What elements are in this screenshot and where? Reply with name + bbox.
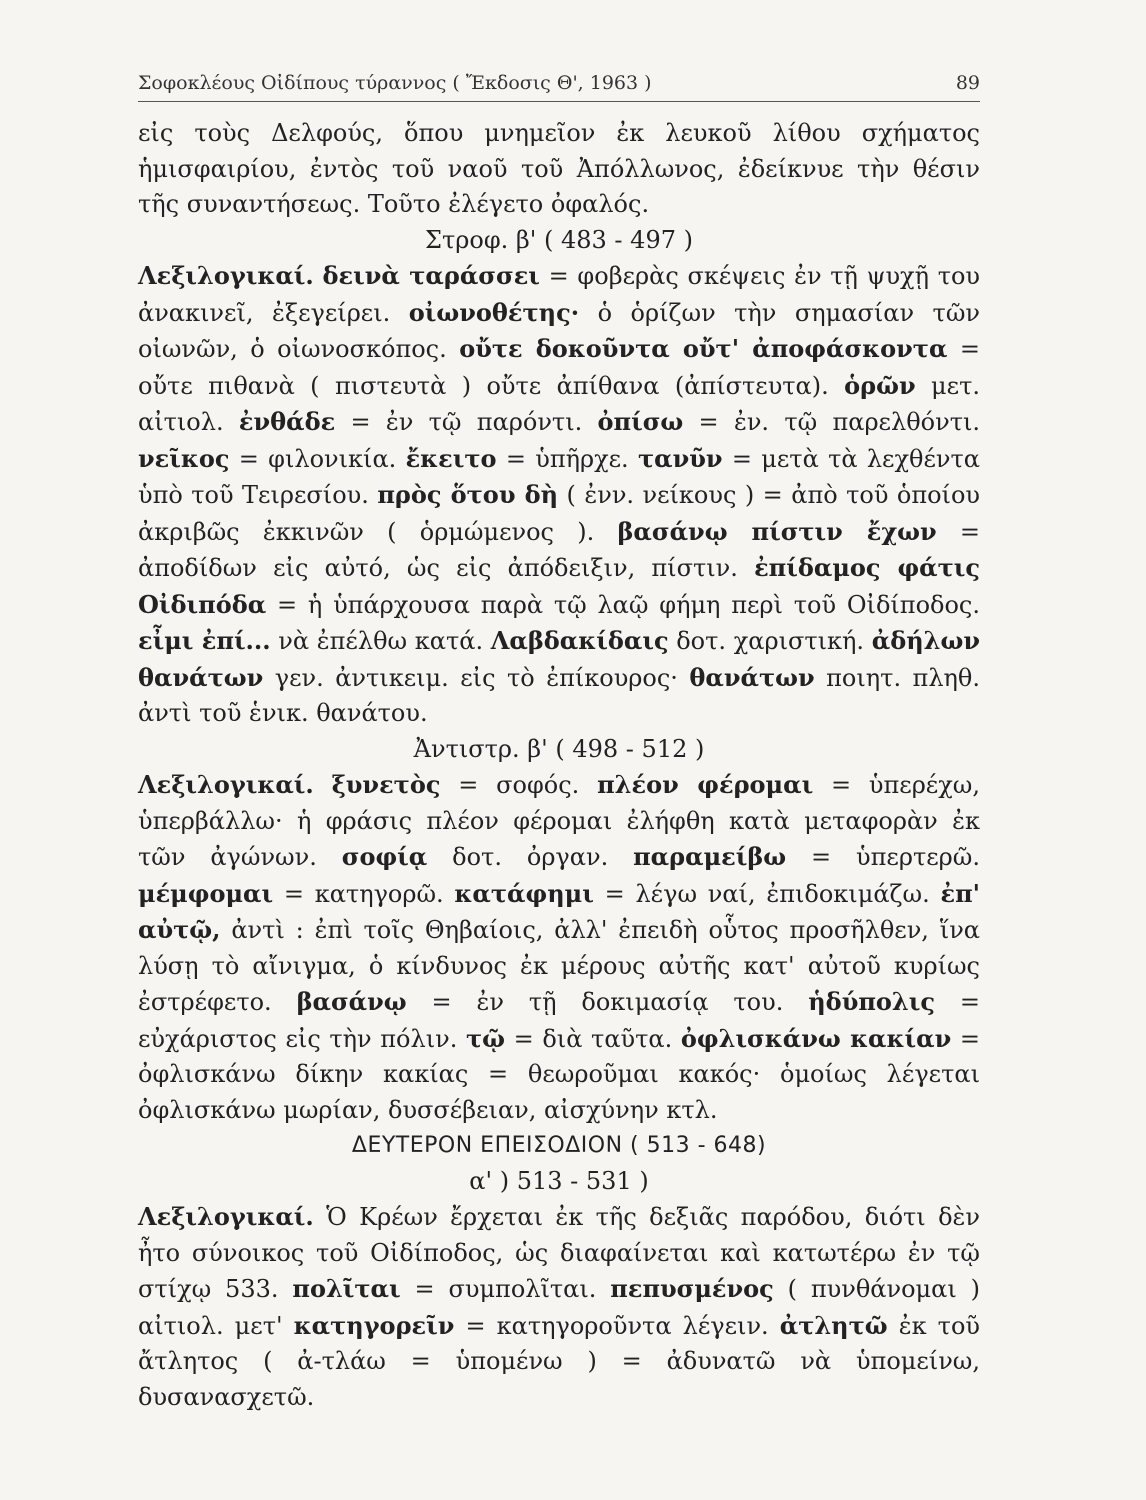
glossary-term: βασάνῳ <box>296 987 407 1016</box>
glossary-term: Λεξιλογικαί. <box>138 261 314 290</box>
glossary-term: πεπυσμένος <box>610 1274 774 1303</box>
antistrophe-heading: Ἀντιστρ. β' ( 498 - 512 ) <box>413 734 705 763</box>
glossary-strophe <box>138 258 980 732</box>
glossary-text: ( πυνθάνομαι ) αἰτιολ. μετ' <box>138 1275 980 1340</box>
subsection-heading: α' ) 513 - 531 ) <box>469 1166 649 1195</box>
glossary-term: ἀτλητῶ <box>779 1310 888 1340</box>
glossary-term: ἐπίδαμος φάτις Οἰδιπόδα <box>138 553 980 619</box>
glossary-term: Λεξιλογικαί. <box>138 1202 314 1231</box>
glossary-text: = ἐν τῇ δοκιμασίᾳ του. <box>406 988 809 1016</box>
glossary-text: Ὁ Κρέων ἔρχεται ἐκ τῆς δεξιᾶς παρόδου, διότι δὲν ἦτο σύνοικος τοῦ Οἰδίποδος, ὡς διαφαίνεται καὶ κατωτέρω ἐν τῷ στίχῳ 533. <box>138 1203 980 1303</box>
glossary-term: σοφίᾳ <box>341 842 428 871</box>
glossary-term: Λαβδακίδαις <box>490 626 669 655</box>
glossary-term: τῷ <box>465 1023 505 1053</box>
glossary-text: = ὑπῆρχε. <box>496 444 638 473</box>
glossary-episode <box>138 1199 980 1415</box>
glossary-text <box>314 771 332 799</box>
glossary-term: ὀφλισκάνω κακίαν <box>680 1023 952 1053</box>
glossary-text: = ἡ ὑπάρχουσα παρὰ τῷ λαῷ φήμη περὶ τοῦ Οἰδίποδος. <box>266 590 980 619</box>
glossary-term: Λεξιλογικαί. <box>138 770 314 799</box>
glossary-term: ἡδύπολις <box>808 987 935 1016</box>
episode-heading: ΔΕΥΤΕΡΟΝ ΕΠΕΙΣΟΔΙΟΝ ( 513 - 648) <box>351 1133 767 1158</box>
glossary-term: κατηγορεῖν <box>293 1310 455 1340</box>
glossary-term: μέμφομαι <box>138 878 274 908</box>
glossary-text: = κατηγορῶ. <box>273 879 455 908</box>
glossary-text: νὰ ἐπέλθω κατά. <box>270 627 491 655</box>
glossary-text: μετ. αἰτιολ. <box>138 371 980 436</box>
glossary-text: = ὑπερτερῶ. <box>786 843 980 871</box>
glossary-text: = σοφός. <box>440 771 598 799</box>
paragraph-intro: εἰς τοὺς Δελφούς, ὅπου μνημεῖον ἐκ λευκοῦ λίθου σχήματος ἡμισφαιρίου, ἐντὸς τοῦ ναοῦ τοῦ Ἀπόλλωνος, ἐδείκνυε τὴν θέσιν τῆς συναντήσεως. Τοῦτο ἐλέγετο ὀφαλός. <box>138 119 980 218</box>
glossary-text: = λέγω ναί, ἐπιδοκιμάζω. <box>593 879 941 908</box>
glossary-term: κατάφημι <box>454 878 594 908</box>
glossary-term: πολῖται <box>292 1274 401 1303</box>
glossary-text: = φιλονικία. <box>229 444 406 473</box>
glossary-term: δεινὰ ταράσσει <box>322 261 540 290</box>
glossary-text: = κατηγοροῦντα λέγειν. <box>454 1311 780 1340</box>
glossary-term: ὀπίσω <box>597 407 684 436</box>
glossary-text: ἀντὶ : ἐπὶ τοῖς Θηβαίοις, ἀλλ' ἐπειδὴ οὗτος προσῆλθεν, ἵνα λύσῃ τὸ αἴνιγμα, ὁ κίνδυνος ἐκ μέρους αὐτῆς κατ' αὐτοῦ κυρίως ἐστρέφετο. <box>138 916 980 1016</box>
glossary-text: = εὐχάριστος εἰς τὴν πόλιν. <box>138 988 980 1053</box>
main-text <box>138 116 980 1415</box>
glossary-term: πρὸς ὅτου δὴ <box>377 480 559 509</box>
glossary-text: ( ἐνν. νείκους ) = ἀπὸ τοῦ ὁποίου ἀκριβῶς ἐκκινῶν ( ὁρμώμενος ). <box>138 481 980 546</box>
glossary-text: = συμπολῖται. <box>400 1275 611 1303</box>
glossary-text: = μετὰ τὰ λεχθέντα ὑπὸ τοῦ Τειρεσίου. <box>138 444 980 509</box>
glossary-antistrophe <box>138 767 980 1128</box>
glossary-text: γεν. ἀντικειμ. εἰς τὸ ἐπίκουρος· <box>263 663 690 692</box>
page-number: 89 <box>955 72 980 94</box>
strophe-heading: Στροφ. β' ( 483 - 497 ) <box>425 225 693 254</box>
running-header <box>138 72 980 94</box>
glossary-text: = οὔτε πιθανὰ ( πιστευτὰ ) οὔτε ἀπίθανα (ἀπίστευτα). <box>138 335 980 400</box>
glossary-term: νεῖκος <box>138 443 230 473</box>
glossary-term: ξυνετὸς <box>331 770 441 799</box>
glossary-term: ἔκειτο <box>405 443 497 473</box>
glossary-term: οἰωνοθέτης· <box>408 297 580 327</box>
glossary-text: = ἐν τῷ παρόντι. <box>335 408 598 436</box>
glossary-text: = ἀποδίδων εἰς αὐτό, ὡς εἰς ἀπόδειξιν, πίστιν. <box>138 517 981 582</box>
glossary-term: ἀδήλων θανάτων <box>138 626 980 692</box>
glossary-text: = διὰ ταῦτα. <box>504 1024 681 1053</box>
glossary-text: = φοβερὰς σκέψεις ἐν τῇ ψυχῇ του ἀνακινεῖ, ἐξεγείρει. <box>138 262 981 327</box>
glossary-text: δοτ. ὀργαν. <box>427 843 634 871</box>
glossary-text: ὁ ὁρίζων τὴν σημασίαν τῶν οἰωνῶν, ὁ οἰωνοσκόπος. <box>138 298 980 363</box>
glossary-term: οὔτε δοκοῦντα οὔτ' ἀποφάσκοντα <box>459 334 948 363</box>
glossary-term: πλέον φέρομαι <box>597 770 814 799</box>
glossary-term: βασάνῳ πίστιν ἔχων <box>617 516 937 546</box>
header-rule <box>138 101 980 102</box>
glossary-text: ποιητ. πληθ. ἀντὶ τοῦ ἑνικ. θανάτου. <box>138 663 980 727</box>
glossary-text: = ὀφλισκάνω δίκην κακίας = θεωροῦμαι κακός· ὁμοίως λέγεται ὀφλισκάνω μωρίαν, δυσσέβειαν, αἰσχύνην κτλ. <box>138 1024 981 1124</box>
glossary-text: δοτ. χαριστική. <box>668 627 872 655</box>
running-title: Σοφοκλέους Οἰδίπους τύραννος ( Ἔκδοσις Θ', 1963 ) <box>138 72 652 94</box>
glossary-text: = ὑπερέχω, ὑπερβάλλω· ἡ φράσις πλέον φέρομαι ἐλήφθη κατὰ μεταφορὰν ἐκ τῶν ἀγώνων. <box>138 771 980 871</box>
glossary-term: ἐπ' αὐτῷ, <box>138 878 980 944</box>
glossary-text: ἐκ τοῦ ἄτλητος ( ἀ-τλάω = ὑπομένω ) = ἀδυνατῶ νὰ ὑπομείνω, δυσανασχετῶ. <box>138 1311 980 1411</box>
glossary-term: τανῦν <box>637 443 723 473</box>
glossary-term: εἶμι ἐπί... <box>138 626 271 655</box>
glossary-term: ἐνθάδε <box>238 407 336 436</box>
glossary-term: παραμείβω <box>633 842 787 871</box>
glossary-text: = ἐν. τῷ παρελθόντι. <box>683 408 981 436</box>
glossary-term: θανάτων <box>689 662 815 692</box>
glossary-term: ὁρῶν <box>844 370 916 400</box>
